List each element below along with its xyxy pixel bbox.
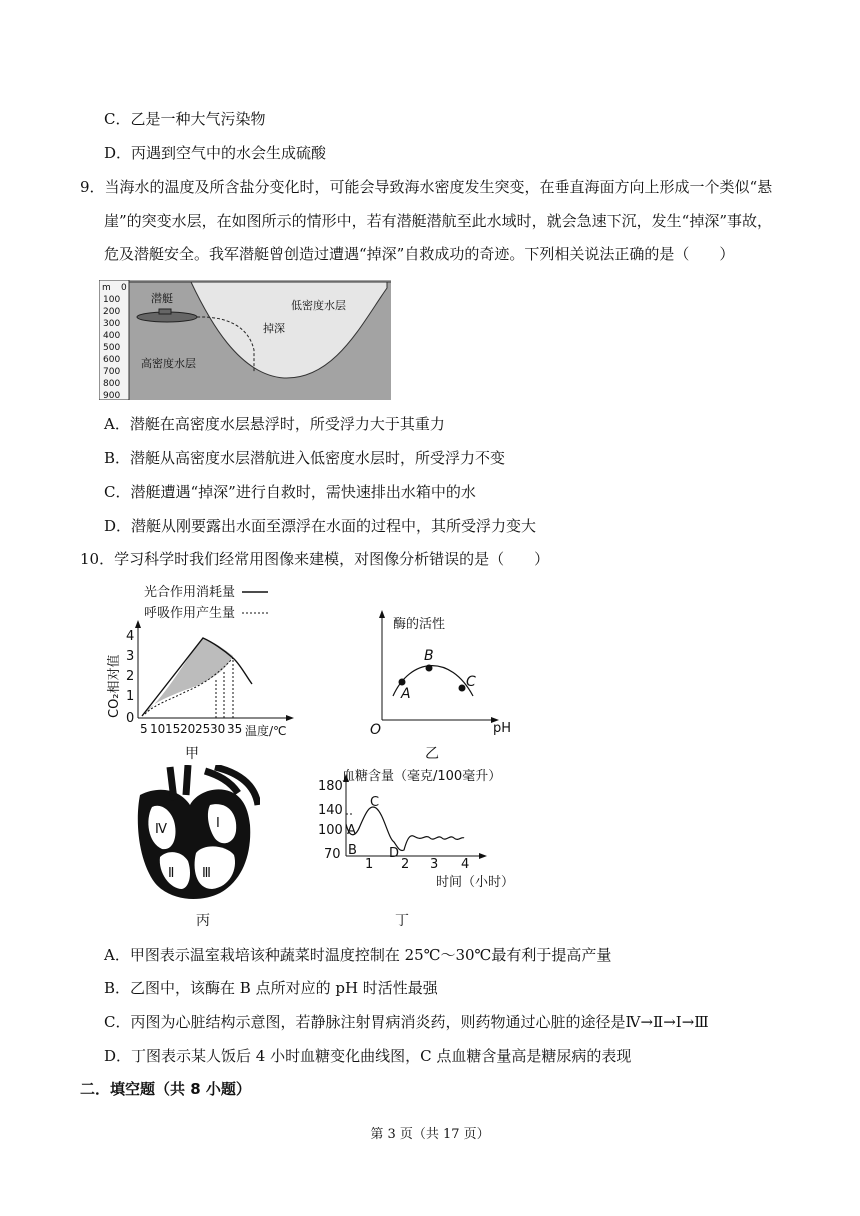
ytick: 70 xyxy=(324,847,341,862)
q9-option-b: B．潜艇从高密度水层潜航进入低密度水层时，所受浮力不变 xyxy=(104,449,506,467)
depth-tick: 900 xyxy=(103,391,121,400)
q9-option-a: A．潜艇在高密度水层悬浮时，所受浮力大于其重力 xyxy=(104,415,445,433)
ding-xlabel: 时间（小时） xyxy=(436,875,515,890)
high-density-label: 高密度水层 xyxy=(141,357,196,370)
low-density-label: 低密度水层 xyxy=(291,299,346,312)
depth-tick: 600 xyxy=(103,355,121,365)
xtick: 35 xyxy=(227,722,243,736)
caption-bing: 丙 xyxy=(196,913,210,929)
q8-option-d: D．丙遇到空气中的水会生成硫酸 xyxy=(104,144,327,162)
blood-sugar-curve xyxy=(346,807,464,851)
ytick: 4 xyxy=(126,629,135,644)
q8-option-c: C．乙是一种大气污染物 xyxy=(104,110,266,128)
point-a: A xyxy=(347,823,356,838)
caption-ding: 丁 xyxy=(395,913,409,929)
q9-option-c: C．潜艇遭遇“掉深”进行自救时，需快速排出水箱中的水 xyxy=(104,483,476,501)
drop-label: 掉深 xyxy=(263,322,285,335)
point-b: B xyxy=(424,648,434,664)
depth-tick: 800 xyxy=(103,379,121,389)
yi-graph xyxy=(365,608,515,736)
chamber-ii: Ⅱ xyxy=(168,866,175,881)
depth-tick: 200 xyxy=(103,307,121,317)
depth-tick: 0 xyxy=(121,283,127,293)
depth-tick: 700 xyxy=(103,367,121,377)
q10-option-a: A．甲图表示温室栽培该种蔬菜时温度控制在 25℃～30℃最有利于提高产量 xyxy=(104,946,612,964)
chamber-iv: Ⅳ xyxy=(155,822,167,837)
q9-option-d: D．潜艇从刚要露出水面至漂浮在水面的过程中，其所受浮力变大 xyxy=(104,517,537,535)
ding-graph xyxy=(318,768,533,896)
yi-ylabel: 酶的活性 xyxy=(393,617,446,632)
xtick: 5 xyxy=(140,722,148,736)
heart-diagram xyxy=(130,765,260,905)
q10-stem: 10．学习科学时我们经常用图像来建模，对图像分析错误的是（ ） xyxy=(80,550,550,568)
jia-xlabel: 温度/℃ xyxy=(245,724,287,738)
page-footer: 第 3 页（共 17 页） xyxy=(370,1127,490,1142)
xtick: 4 xyxy=(461,857,470,872)
caption-yi: 乙 xyxy=(425,746,439,762)
q9-stem-line1: 9．当海水的温度及所含盐分变化时，可能会导致海水密度发生突变，在垂直海面方向上形成一个类似“悬 xyxy=(80,178,773,196)
point-a: A xyxy=(401,686,411,702)
xtick: 2 xyxy=(401,857,410,872)
q10-option-c: C．丙图为心脏结构示意图，若静脉注射胃病消炎药，则药物通过心脏的途径是Ⅳ→Ⅱ→Ⅰ→Ⅲ xyxy=(104,1013,709,1031)
xtick: 10 xyxy=(150,722,166,736)
ding-ylabel: 血糖含量（毫克/100毫升） xyxy=(342,769,502,784)
point-d: D xyxy=(389,846,400,861)
jia-graph xyxy=(100,580,310,742)
point-c: C xyxy=(370,795,380,810)
jia-ylabel: CO₂相对值 xyxy=(107,654,122,718)
depth-tick: 500 xyxy=(103,343,121,353)
point-c: C xyxy=(466,674,476,690)
xtick: 1 xyxy=(365,857,374,872)
ytick: 100 xyxy=(318,823,343,838)
submarine-label: 潜艇 xyxy=(151,292,173,305)
yi-xlabel: pH xyxy=(493,721,512,736)
xtick: 15 xyxy=(165,722,181,736)
q9-stem-line3: 危及潜艇安全。我军潜艇曾创造过遭遇“掉深”自救成功的奇迹。下列相关说法正确的是（ ） xyxy=(104,245,735,263)
chamber-i: Ⅰ xyxy=(216,816,220,831)
chamber-iii: Ⅲ xyxy=(202,866,211,881)
ytick: 0 xyxy=(126,711,135,726)
q9-stem-line2: 崖”的突变水层，在如图所示的情形中，若有潜艇潜航至此水域时，就会急速下沉，发生“掉深”事故， xyxy=(104,212,773,230)
ytick: 3 xyxy=(126,649,135,664)
q9-density-figure xyxy=(99,280,391,400)
ytick: 2 xyxy=(126,669,135,684)
section-heading: 二．填空题（共 8 小题） xyxy=(80,1080,251,1098)
depth-tick: 100 xyxy=(103,295,121,305)
shaded-area xyxy=(145,638,233,714)
legend-solid-label: 光合作用消耗量 xyxy=(144,585,236,600)
xtick: 3 xyxy=(430,857,439,872)
q10-option-b: B．乙图中，该酶在 B 点所对应的 pH 时活性最强 xyxy=(104,979,438,997)
heart-outline xyxy=(138,789,250,899)
xtick: 20 xyxy=(180,722,196,736)
xtick: 25 xyxy=(195,722,211,736)
ytick: 140 xyxy=(318,803,343,818)
q10-option-d: D．丁图表示某人饭后 4 小时血糖变化曲线图，C 点血糖含量高是糖尿病的表现 xyxy=(104,1047,632,1065)
depth-tick: 400 xyxy=(103,331,121,341)
xtick: 30 xyxy=(210,722,226,736)
depth-unit: m xyxy=(102,283,111,293)
legend-dashed-label: 呼吸作用产生量 xyxy=(144,606,236,621)
ytick: 1 xyxy=(126,689,135,704)
point-b: B xyxy=(348,843,357,858)
depth-tick: 300 xyxy=(103,319,121,329)
origin-label: O xyxy=(370,722,382,736)
ytick: 180 xyxy=(318,779,343,794)
caption-jia: 甲 xyxy=(185,746,199,762)
